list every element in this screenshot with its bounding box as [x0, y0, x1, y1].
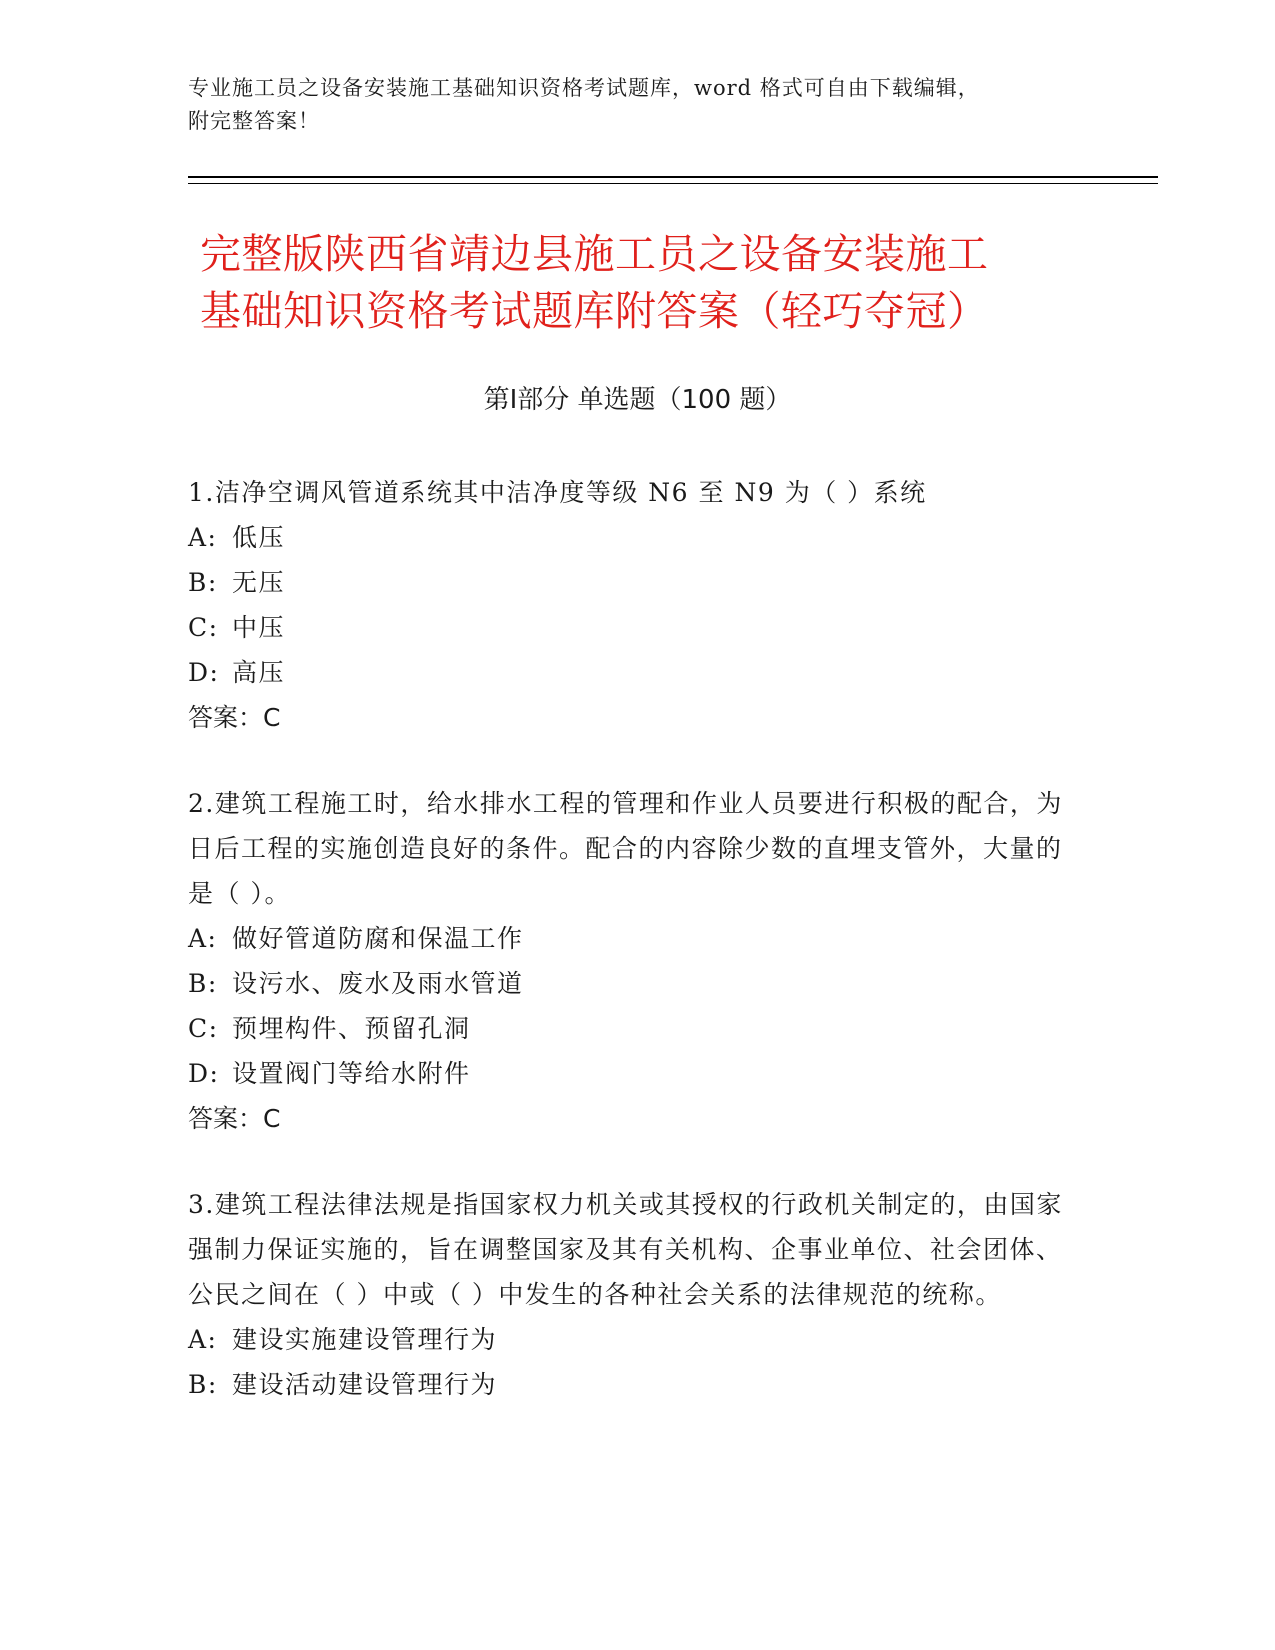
option-text: 预埋构件、预留孔洞: [232, 1014, 471, 1043]
option-b: [188, 961, 1068, 1006]
option-text: 设污水、废水及雨水管道: [232, 969, 524, 998]
header-divider-thick: [188, 176, 1158, 178]
option-letter: C:: [188, 1014, 219, 1043]
option-letter: C:: [188, 613, 219, 642]
question-2: [188, 781, 1068, 1141]
question-stem: 3.建筑工程法律法规是指国家权力机关或其授权的行政机关制定的，由国家强制力保证实施的，旨在调整国家及其有关机构、企事业单位、社会团体、公民之间在（ ）中或（ ）中发生的各种社会关系的法律规范的统称。: [188, 1190, 1063, 1309]
header-note: [188, 72, 1068, 138]
option-text: 设置阀门等给水附件: [232, 1059, 471, 1088]
answer-line: 答案：C: [188, 1104, 281, 1133]
option-text: 中压: [232, 613, 286, 642]
option-a: [188, 916, 1068, 961]
option-b: [188, 1362, 1068, 1407]
option-letter: A:: [188, 523, 218, 552]
question-1: [188, 470, 1068, 740]
option-text: 做好管道防腐和保温工作: [232, 924, 524, 953]
header-note-line1: 专业施工员之设备安装施工基础知识资格考试题库，word 格式可自由下载编辑，: [188, 76, 980, 100]
option-text: 建设实施建设管理行为: [232, 1325, 498, 1354]
option-b: [188, 560, 1068, 605]
option-d: [188, 1051, 1068, 1096]
option-a: [188, 1317, 1068, 1362]
header-divider-thin: [188, 183, 1158, 184]
option-text: 无压: [232, 568, 286, 597]
option-a: [188, 515, 1068, 560]
option-text: 低压: [232, 523, 286, 552]
option-text: 高压: [232, 658, 286, 687]
option-letter: B:: [188, 969, 218, 998]
option-letter: B:: [188, 1370, 218, 1399]
document-title-line2: 基础知识资格考试题库附答案（轻巧夺冠）: [200, 287, 989, 335]
option-letter: A:: [188, 924, 218, 953]
document-title-line1: 完整版陕西省靖边县施工员之设备安装施工: [200, 230, 989, 278]
option-letter: D:: [188, 1059, 220, 1088]
option-letter: B:: [188, 568, 218, 597]
option-c: [188, 605, 1068, 650]
answer-line: 答案：C: [188, 703, 281, 732]
question-stem: 1.洁净空调风管道系统其中洁净度等级 N6 至 N9 为（ ）系统: [188, 478, 927, 507]
question-3: [188, 1182, 1068, 1407]
section-heading: 第Ⅰ部分 单选题（100 题）: [483, 385, 792, 415]
question-list: [188, 470, 1068, 1448]
question-stem: 2.建筑工程施工时，给水排水工程的管理和作业人员要进行积极的配合，为日后工程的实施创造良好的条件。配合的内容除少数的直埋支管外，大量的是（ ）。: [188, 789, 1063, 908]
option-text: 建设活动建设管理行为: [232, 1370, 498, 1399]
header-note-line2: 附完整答案！: [188, 109, 320, 133]
option-letter: D:: [188, 658, 220, 687]
option-c: [188, 1006, 1068, 1051]
document-title: [200, 226, 1100, 340]
option-letter: A:: [188, 1325, 218, 1354]
option-d: [188, 650, 1068, 695]
